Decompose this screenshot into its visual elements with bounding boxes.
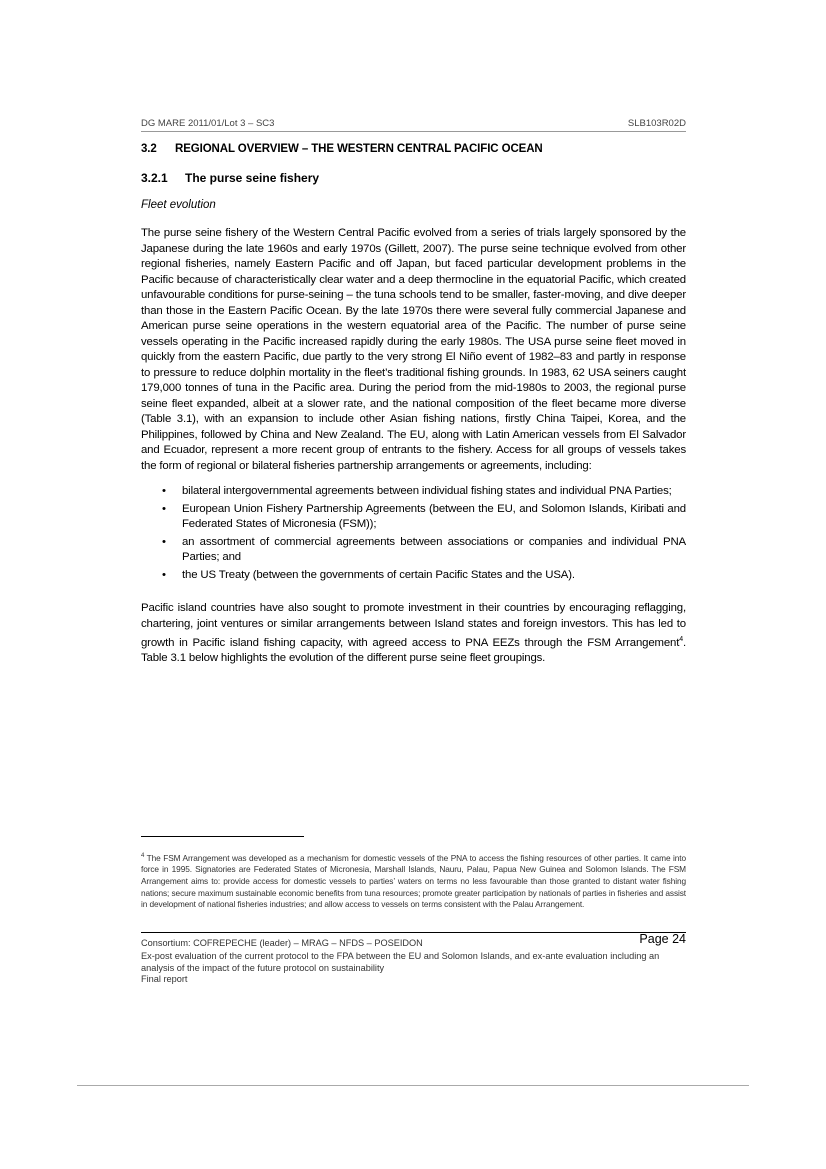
list-item — [141, 502, 686, 533]
subsection-title: The purse seine fishery — [185, 171, 320, 185]
list-item-text: bilateral intergovernmental agreements between individual fishing states and individual PNA Parties; — [182, 485, 672, 497]
fleet-evolution-subheading: Fleet evolution — [141, 199, 216, 211]
list-item-text: European Union Fishery Partnership Agreements (between the EU, and Solomon Islands, Kiribati and Federated States of Micronesia (FSM)); — [182, 502, 686, 530]
paragraph-investment — [141, 601, 686, 667]
list-item-text: an assortment of commercial agreements between associations or companies and individual PNA Parties; and — [182, 535, 686, 563]
footer-description: Ex-post evaluation of the current protocol to the FPA between the EU and Solomon Islands, and ex-ante evaluation including an analysis of the impact of the future protocol on sustainability — [141, 951, 660, 973]
page-footer — [141, 932, 686, 986]
footnote-number: 4 — [141, 853, 145, 859]
footnote-separator — [141, 836, 304, 837]
paragraph-investment-text: Pacific island countries have also sought to promote investment in their countries by encouraging reflagging, chartering, joint ventures or similar arrangements between Island states and foreign investors. This has led to growth in Pacific island fishing capacity, with agreed access to PNA EEZs through the FSM Arrangement — [141, 602, 686, 649]
bullet-icon: • — [162, 485, 166, 497]
footnote-reference[interactable]: 4 — [679, 636, 683, 643]
header-doc-code: SLB103R02D — [627, 118, 686, 129]
list-item — [141, 535, 686, 566]
list-item — [141, 568, 686, 584]
list-item — [141, 484, 686, 500]
footer-divider — [141, 932, 686, 933]
running-header — [141, 118, 686, 130]
section-title: REGIONAL OVERVIEW – THE WESTERN CENTRAL PACIFIC OCEAN — [175, 143, 543, 155]
header-divider — [141, 131, 686, 132]
section-heading — [141, 143, 543, 155]
subsection-number: 3.2.1 — [141, 171, 168, 185]
page-number: Page 24 — [639, 932, 686, 946]
footer-report-type: Final report — [141, 974, 188, 984]
bullet-icon: • — [162, 568, 166, 581]
access-agreements-list — [141, 484, 686, 585]
footnote — [141, 851, 686, 911]
page-bottom-divider — [77, 1085, 749, 1086]
list-item-text: the US Treaty (between the governments of certain Pacific States and the USA). — [182, 568, 575, 581]
paragraph-investment-end: . Table 3.1 below highlights the evolution of the different purse seine fleet groupings. — [141, 636, 686, 665]
header-project-ref: DG MARE 2011/01/Lot 3 – SC3 — [141, 118, 275, 129]
bullet-icon: • — [162, 535, 166, 548]
footnote-text: The FSM Arrangement was developed as a mechanism for domestic vessels of the PNA to access the fishing resources of other parties. It came into force in 1995. Signatories are Federated States of Micronesia, Marshall Islands, Nauru, Palau, Papua New Guinea and Solomon Islands. The FSM Arrangement aims to: provide access for domestic vessels to parties’ waters on terms no less favourable than those granted to distant water fishing nations; secure maximum sustainable economic benefits from tuna resources; promote greater participation by nationals of parties in fisheries and assist in development of national fisheries industries; and allow access to vessels on terms consistent with the Palau Arrangement. — [141, 852, 686, 910]
subsection-heading — [141, 171, 319, 185]
footer-consortium: Consortium: COFREPECHE (leader) – MRAG – NFDS – POSEIDON — [141, 938, 423, 948]
paragraph-fleet-history: The purse seine fishery of the Western Central Pacific evolved from a series of trials largely sponsored by the Japanese during the late 1960s and early 1970s (Gillett, 2007). The purse seine technique evolved from other regional fisheries, namely Eastern Pacific and off Japan, but faced particular development problems in the Pacific because of characteristically clear water and a deep thermocline in the equatorial Pacific, which created unfavourable conditions for purse-seining – the tuna schools tend to be smaller, faster-moving, and dive deeper than those in the Eastern Pacific Ocean. By the late 1970s there were several fully commercial Japanese and American purse seine operations in the western equatorial area of the Pacific. The number of purse seine vessels operating in the Pacific increased rapidly during the early 1980s. The USA purse seine fleet moved in quickly from the eastern Pacific, due partly to the very strong El Niño event of 1982–83 and partly in response to pressure to reduce dolphin mortality in the fleet’s traditional fishing grounds. In 1983, 62 USA seiners caught 179,000 tonnes of tuna in the Pacific area. During the period from the mid-1980s to 2003, the regional purse seine fleet expanded, albeit at a slower rate, and the national composition of the fleet became more diverse (Table 3.1), with an expansion to include other Asian fishing nations, firstly China Taipei, Korea, and the Philippines, followed by China and New Zealand. The EU, along with Latin American vessels from El Salvador and Ecuador, represent a more recent group of entrants to the fishery. Access for all groups of vessels takes the form of regional or bilateral fisheries partnership arrangements or agreements, including: — [141, 227, 686, 472]
section-number: 3.2 — [141, 143, 157, 155]
bullet-icon: • — [162, 502, 166, 515]
